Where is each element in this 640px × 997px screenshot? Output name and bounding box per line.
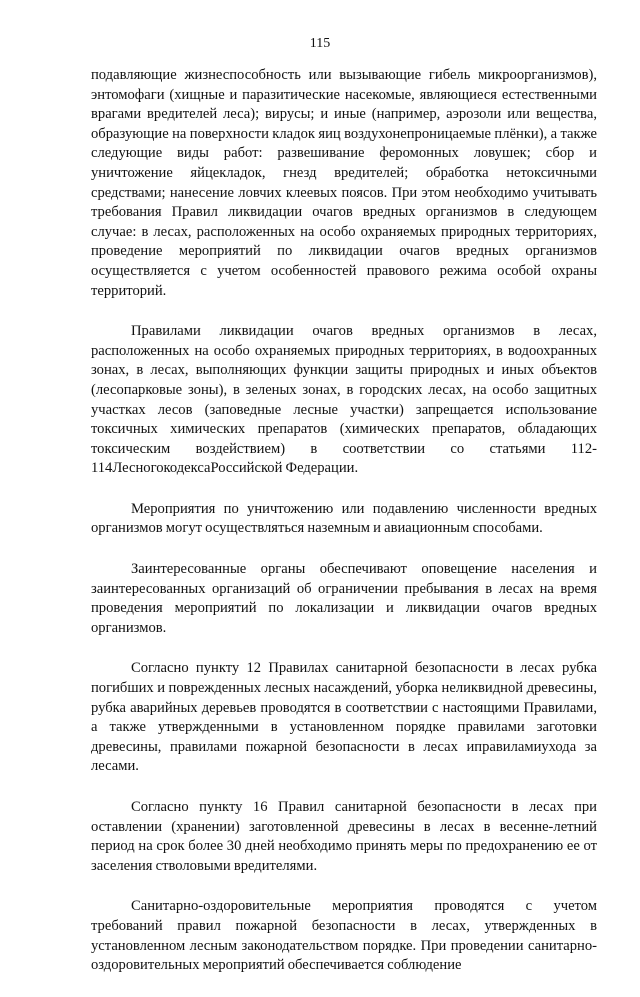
paragraph: Правилами ликвидации очагов вредных организмов в лесах, расположенных на особо охраняемых природных территориях, в водоохранных зонах, в лесах, выполняющих функции защиты природных и иных объектов (лесопарковые зоны), в зеленых зонах, в городских лесах, на особо защитных участках лесов (заповедные лесные участки) запрещается использование токсичных химических препаратов (химических препаратов, обладающих токсическим воздействием) в соответствии со статьями 112-114ЛесногокодексаРоссийской Федерации.	[91, 323, 597, 477]
document-body	[91, 66, 597, 997]
page-number: 115	[309, 36, 331, 51]
paragraph: подавляющие жизнеспособность или вызывающие гибель микроорганизмов), энтомофаги (хищные и паразитические насекомые, являющиеся естественными врагами вредителей леса); вирусы; и иные (например, аэрозоли или вещества, образующие на поверхности кладок яиц воздухонепроницаемые плёнки), а также следующие виды работ: развешивание феромонных ловушек; сбор и уничтожение яйцекладок, гнезд вредителей; обработка нетоксичными средствами; нанесение ловчих клеевых поясов. При этом необходимо учитывать требования Правил ликвидации очагов вредных организмов в следующем случае: в лесах, расположенных на особо охраняемых природных территориях, проведение мероприятий по ликвидации очагов вредных организмов осуществляется с учетом особенностей правового режима особой охраны территорий.	[91, 67, 597, 299]
paragraph: Мероприятия по уничтожению или подавлению численности вредных организмов могут осуществляться наземным и авиационным способами.	[91, 500, 597, 537]
paragraph: Санитарно-оздоровительные мероприятия проводятся с учетом требований правил пожарной безопасности в лесах, утвержденных в установленном лесным законодательством порядке. При проведении санитарно-оздоровительных мероприятий обеспечивается соблюдение	[91, 898, 597, 974]
paragraph: Согласно пункту 16 Правил санитарной безопасности в лесах при оставлении (хранении) заготовленной древесины в лесах в весенне-летний период на срок более 30 дней необходимо принять меры по предохранению ее от заселения стволовыми вредителями.	[91, 799, 597, 874]
paragraph: Заинтересованные органы обеспечивают оповещение населения и заинтересованных организаций об ограничении пребывания в лесах на время проведения мероприятий по локализации и ликвидации очагов вредных организмов.	[91, 561, 597, 636]
paragraph: Согласно пункту 12 Правилах санитарной безопасности в лесах рубка погибших и поврежденных лесных насаждений, уборка неликвидной древесины, рубка аварийных деревьев проводятся в соответствии с настоящими Правилами, а также утвержденными в установленном порядке правилами заготовки древесины, правилами пожарной безопасности в лесах иправиламиухода за лесами.	[91, 660, 597, 775]
